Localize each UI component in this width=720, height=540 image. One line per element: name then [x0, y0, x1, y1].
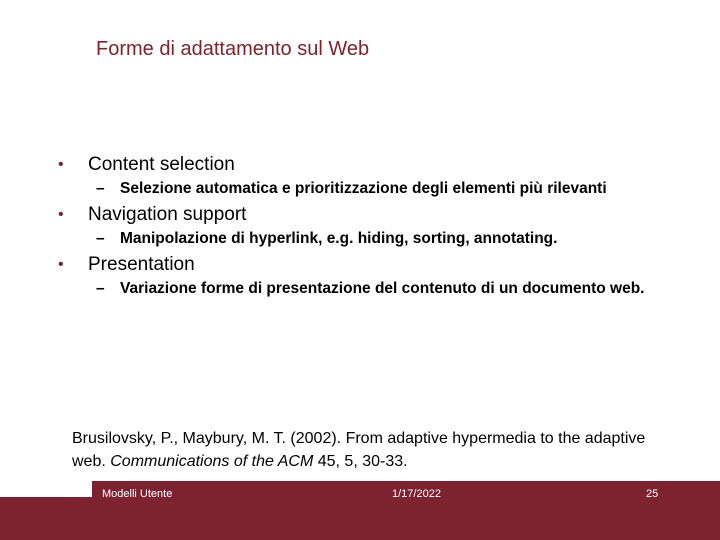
sub-bullet-text: Selezione automatica e prioritizzazione degli elementi più rilevanti [120, 180, 607, 197]
footer-date: 1/17/2022 [392, 488, 441, 500]
sub-bullet-text: Manipolazione di hyperlink, e.g. hiding, sorting, annotating. [120, 230, 558, 247]
bullet-dot: • [58, 156, 64, 173]
sub-bullet-dash: – [96, 230, 105, 247]
bullet-list [58, 153, 658, 299]
reference-citation [72, 427, 672, 473]
slide-title: Forme di adattamento sul Web [96, 38, 370, 60]
bullet-text: Content selection [88, 154, 235, 175]
reference-journal: Communications of the ACM [110, 453, 314, 470]
bullet-item [58, 253, 658, 276]
footer-course-name: Modelli Utente [102, 488, 173, 500]
sub-bullet-item [58, 228, 658, 249]
bullet-item [58, 153, 658, 176]
sub-bullet-item [58, 178, 658, 199]
bullet-text: Presentation [88, 254, 195, 275]
footer-page-number: 25 [646, 488, 659, 500]
sub-bullet-text: Variazione forme di presentazione del contenuto di un documento web. [120, 280, 645, 297]
sub-bullet-dash: – [96, 280, 105, 297]
bullet-item [58, 203, 658, 226]
reference-details: 45, 5, 30-33. [313, 453, 408, 470]
footer-left-bar [0, 497, 92, 540]
bullet-dot: • [58, 206, 64, 223]
sub-bullet-dash: – [96, 180, 105, 197]
bullet-dot: • [58, 256, 64, 273]
bullet-text: Navigation support [88, 204, 247, 225]
reference-text: Brusilovsky, P., Maybury, M. T. (2002). From adaptive hypermedia to the adaptive web. [72, 430, 646, 470]
sub-bullet-item [58, 278, 658, 299]
